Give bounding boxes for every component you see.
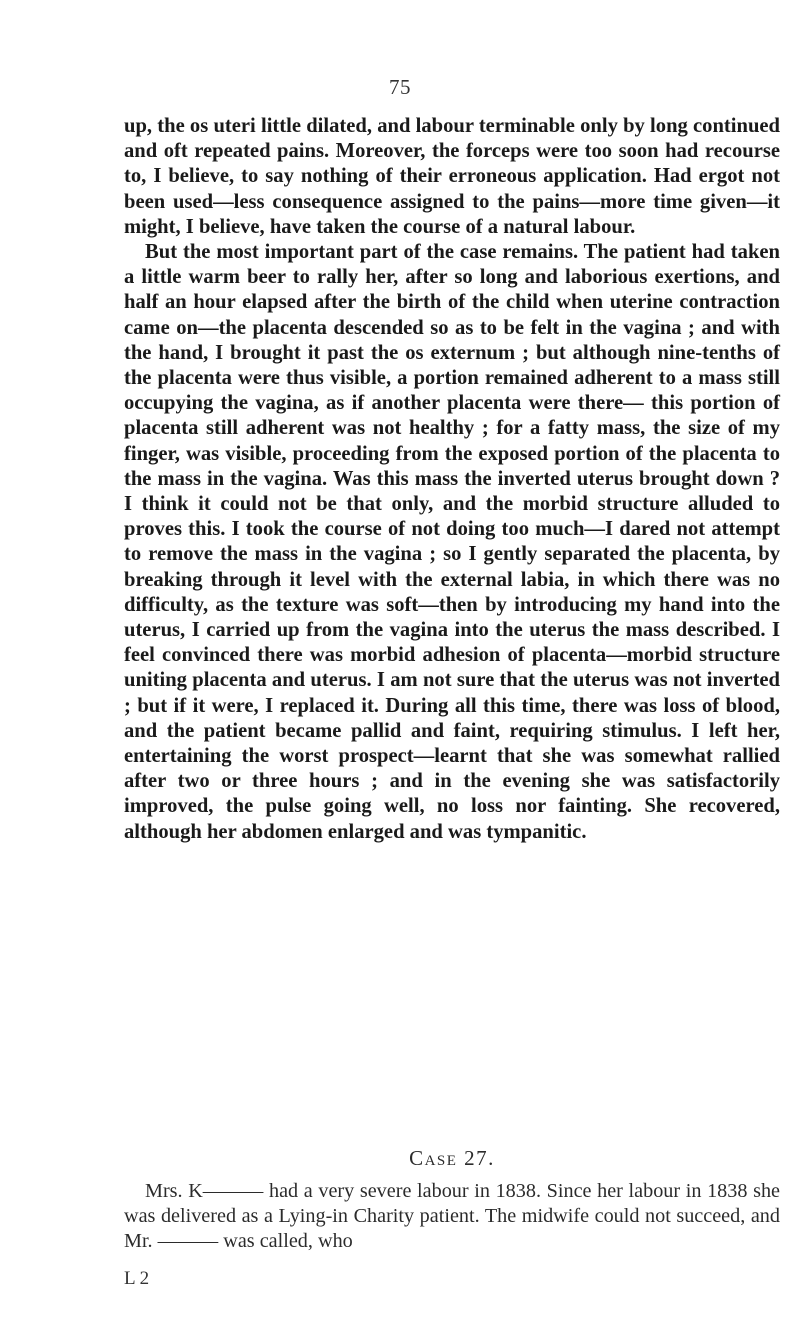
paragraph-2: But the most important part of the case remains. The patient had taken a little warm beer to rally her, after so long and laborious exertions, and half an hour elapsed after the birth of the child when uterine contraction came on—the placenta descended so as to be felt in the vagina ; and with the hand, I brought it past the os externum ; but although nine-tenths of the placenta were thus visible, a portion remained adherent to a mass still occupying the vagina, as if another placenta were there— this portion of placenta still adherent was not healthy ; for a fatty mass, the size of my finger, was visible, proceeding from the exposed portion of the placenta to the mass in the vagina. Was this mass the inverted uterus brought down ? I think it could not be that only, and the morbid structure alluded to proves this. I took the course of not doing too much—I dared not attempt to remove the mass in the vagina ; so I gently separated the placenta, by breaking through it level with the external labia, in which there was no difficulty, as the texture was soft—then by introducing my hand into the uterus, I carried up from the vagina into the uterus the mass described. I feel convinced there was morbid adhesion of placenta—morbid structure uniting placenta and uterus. I am not sure that the uterus was not inverted ; but if it were, I replaced it. During all this time, there was loss of blood, and the patient became pallid and faint, requiring stimulus. I left her, entertaining the worst prospect—learnt that she was somewhat rallied after two or three hours ; and in the evening she was satisfactorily improved, the pulse going well, no loss nor fainting. She recovered, although her abdomen enlarged and was tympanitic. — [124, 241, 780, 843]
page-number: 75 — [389, 75, 411, 99]
paragraph-1: up, the os uteri little dilated, and labour terminable only by long continued and oft repeated pains. Moreover, the forceps were too soon had recourse to, I believe, to say nothing of their erroneous application. Had ergot not been used—less consequence assigned to the pains—more time given—it might, I believe, have taken the course of a natural labour. — [124, 115, 780, 238]
case-heading: Case 27. — [409, 1146, 495, 1170]
case-section — [124, 1146, 780, 1255]
signature-mark: L 2 — [124, 1268, 150, 1289]
body-text — [124, 114, 780, 845]
case-paragraph: Mrs. K——— had a very severe labour in 1838. Since her labour in 1838 she was delivered as a Lying-in Charity patient. The midwife could not succeed, and Mr. ——— was called, who — [124, 1180, 780, 1253]
